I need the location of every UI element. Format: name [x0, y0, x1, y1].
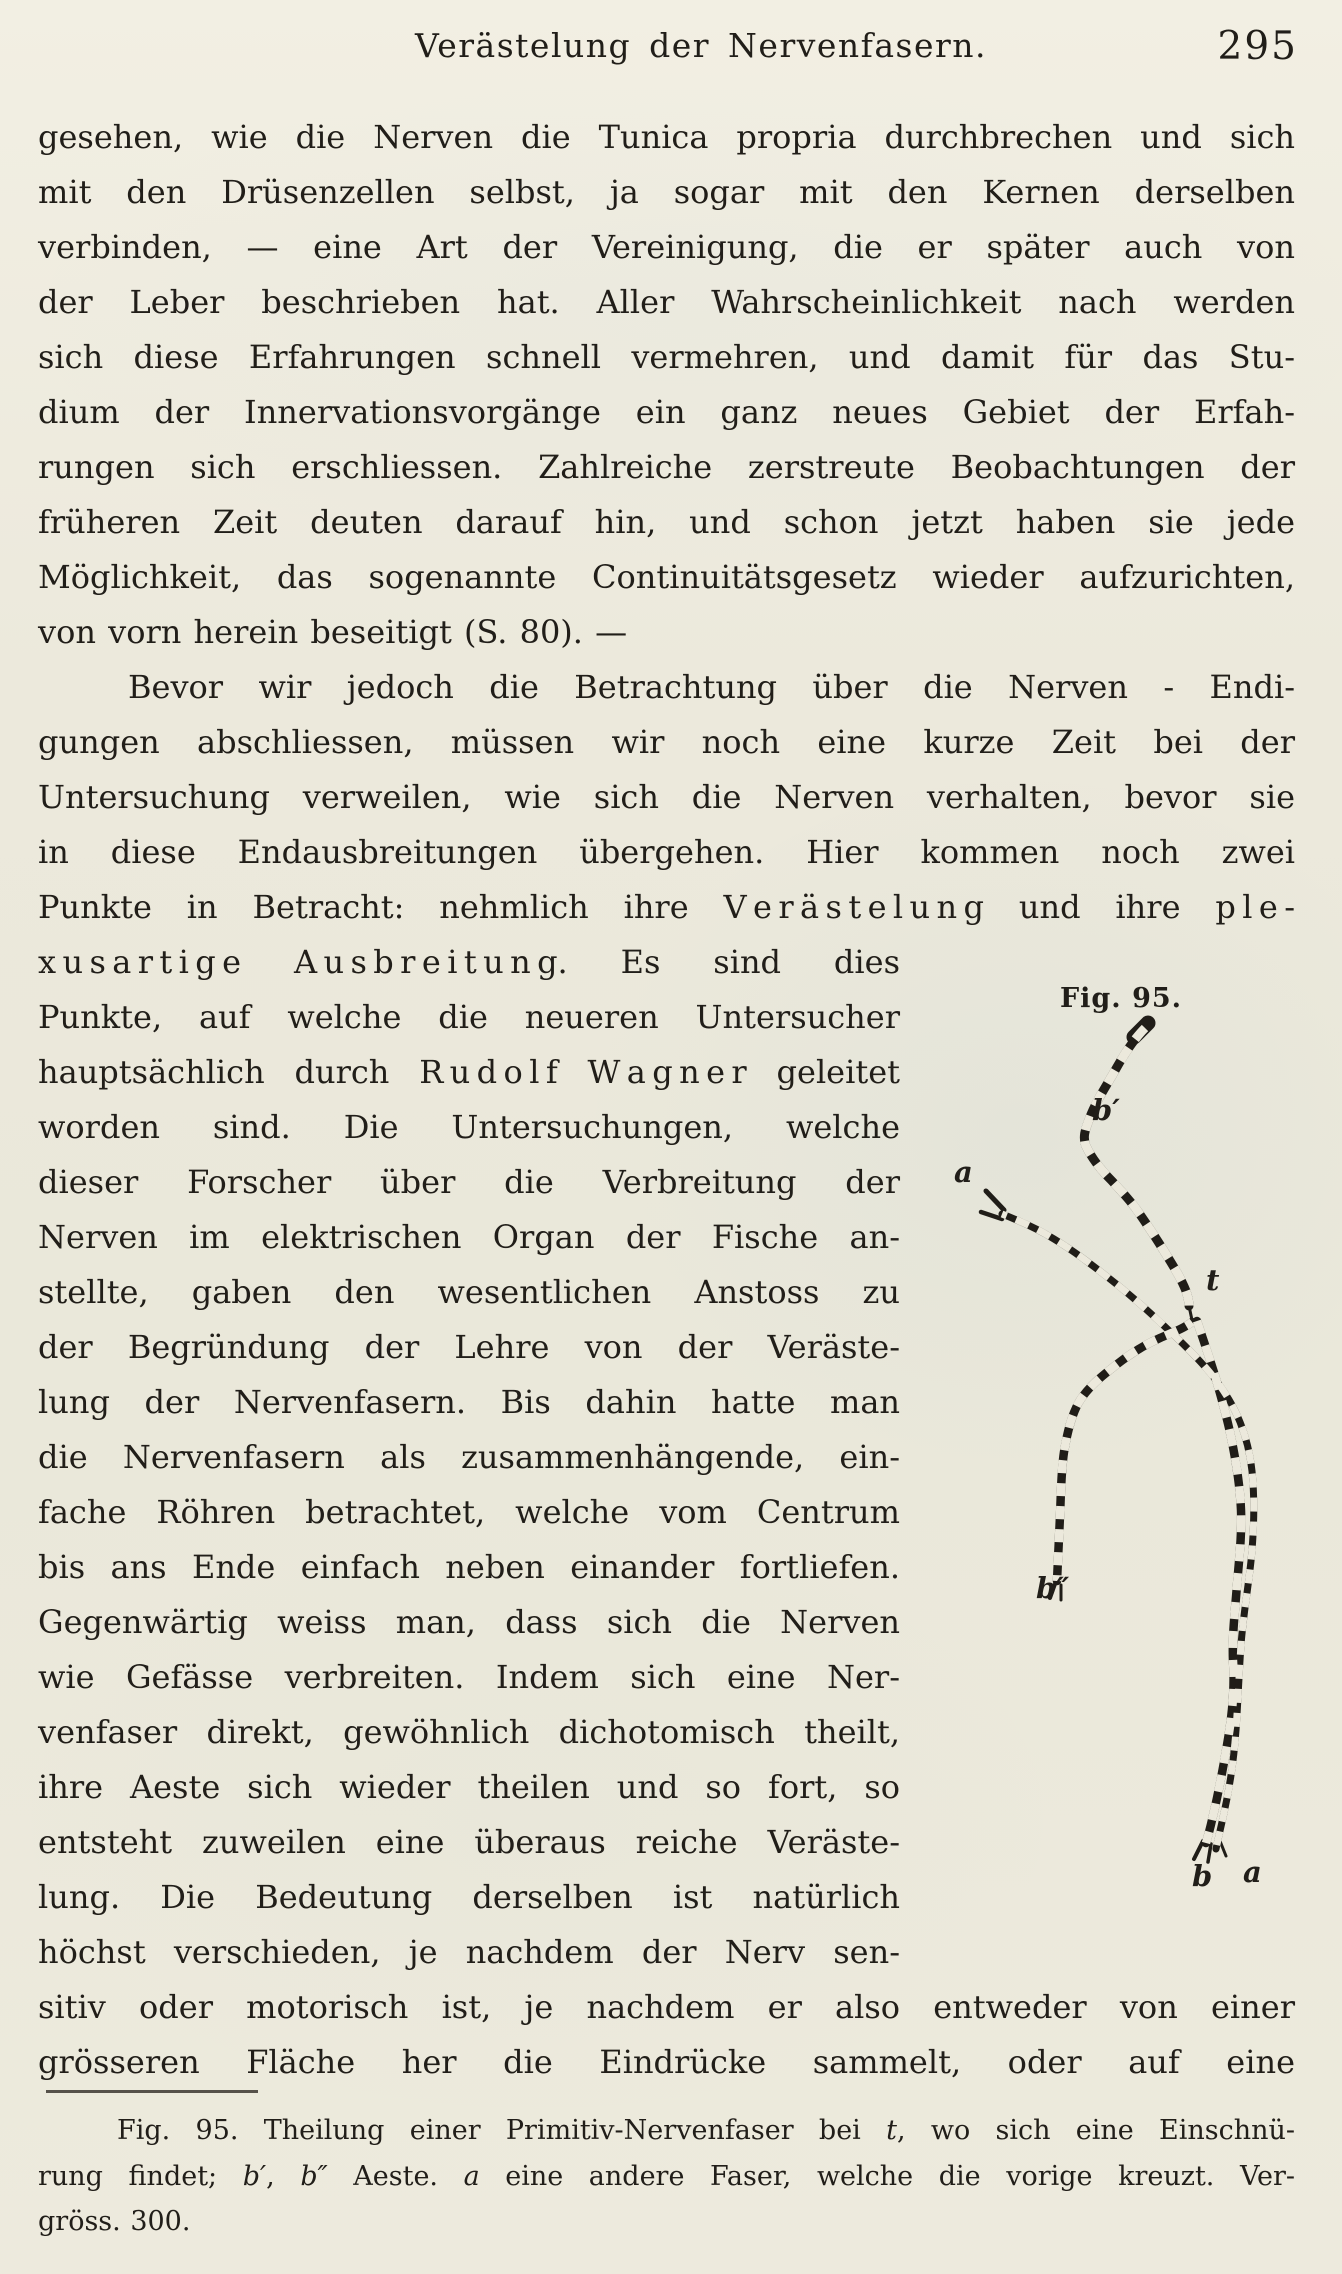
text-line: entsteht zuweilen eine überaus reiche Veräste-	[38, 1823, 900, 1861]
figure-caption	[38, 2108, 1295, 2245]
text-line: dieser Forscher über die Verbreitung der	[38, 1163, 900, 1201]
caption-italic-ref: t	[886, 2115, 897, 2146]
text-line: worden sind. Die Untersuchungen, welche	[38, 1108, 900, 1146]
text-line: stellte, gaben den wesentlichen Anstoss zu	[38, 1273, 900, 1311]
figure-annotation-a: a	[1243, 1855, 1262, 1889]
figure-label: Fig. 95.	[1060, 983, 1183, 1014]
text-line: verbinden, — eine Art der Vereinigung, die er später auch von	[38, 228, 1295, 266]
text-line: fache Röhren betrachtet, welche vom Centrum	[38, 1493, 900, 1531]
text-line: sitiv oder motorisch ist, je nachdem er also entweder von einer	[38, 1988, 1295, 2026]
caption-text: rung findet;	[38, 2160, 243, 2192]
footnote-rule	[46, 2090, 258, 2093]
caption-line	[38, 2199, 1295, 2245]
figure-95	[940, 975, 1342, 1930]
text-line: bis ans Ende einfach neben einander fortliefen.	[38, 1548, 900, 1586]
text-line: lung der Nervenfasern. Bis dahin hatte man	[38, 1383, 900, 1421]
text-line: gesehen, wie die Nerven die Tunica propria durchbrechen und sich	[38, 118, 1295, 156]
fiber-a-fork	[986, 1191, 1004, 1210]
page-number: 295	[1217, 24, 1298, 69]
text-line: Punkte in Betracht: nehmlich ihre V e r ä s t e l u n g und ihre p l e -	[38, 888, 1295, 926]
figure-annotation-b: b′	[1092, 1093, 1120, 1127]
text-line: x u s a r t i g e A u s b r e i t u n g. Es sind dies	[38, 943, 900, 981]
text-line: in diese Endausbreitungen übergehen. Hier kommen noch zwei	[38, 833, 1295, 871]
caption-text: , wo sich eine Einschnü-	[896, 2115, 1296, 2146]
caption-text: Fig. 95. Theilung einer Primitiv-Nervenfaser bei	[117, 2115, 887, 2146]
caption-italic-ref: b″	[300, 2160, 328, 2192]
text-line: lung. Die Bedeutung derselben ist natürlich	[38, 1878, 900, 1916]
running-head	[0, 26, 1342, 76]
text-line: dium der Innervationsvorgänge ein ganz neues Gebiet der Erfah-	[38, 393, 1295, 431]
text-line: die Nervenfasern als zusammenhängende, ein-	[38, 1438, 900, 1476]
text-line: von vorn herein beseitigt (S. 80). —	[38, 613, 628, 651]
branch-b2	[1057, 1322, 1192, 1581]
caption-italic-ref: a	[463, 2160, 480, 2192]
nerve-fiber-illustration	[940, 975, 1342, 1930]
text-line: venfaser direkt, gewöhnlich dichotomisch theilt,	[38, 1713, 900, 1751]
figure-annotation-t: t	[1206, 1263, 1220, 1297]
caption-text: Aeste.	[327, 2160, 464, 2192]
figure-annotation-b: b″	[1036, 1571, 1070, 1605]
running-head-title: Verästelung der Nervenfasern.	[414, 26, 988, 65]
text-line: früheren Zeit deuten darauf hin, und schon jetzt haben sie jede	[38, 503, 1295, 541]
caption-line	[38, 2108, 1295, 2154]
caption-text: gröss. 300.	[38, 2206, 191, 2237]
text-line: rungen sich erschliessen. Zahlreiche zerstreute Beobachtungen der	[38, 448, 1295, 486]
text-line: der Begründung der Lehre von der Veräste-	[38, 1328, 900, 1366]
text-line: grösseren Fläche her die Eindrücke sammelt, oder auf eine	[38, 2043, 1295, 2081]
text-line: mit den Drüsenzellen selbst, ja sogar mit den Kernen derselben	[38, 173, 1295, 211]
text-line: hauptsächlich durch R u d o l f W a g n e r geleitet	[38, 1053, 900, 1091]
text-line: wie Gefässe verbreiten. Indem sich eine Ner-	[38, 1658, 900, 1696]
figure-annotation-a: a	[954, 1155, 973, 1189]
text-line: Punkte, auf welche die neueren Untersucher	[38, 998, 900, 1036]
bundle-fray	[1220, 1841, 1226, 1856]
fiber-a	[1002, 1214, 1254, 1849]
caption-text: eine andere Faser, welche die vorige kreuzt. Ver-	[479, 2160, 1295, 2192]
caption-line	[38, 2154, 1295, 2200]
text-line: sich diese Erfahrungen schnell vermehren, und damit für das Stu-	[38, 338, 1295, 376]
text-line: Untersuchung verweilen, wie sich die Nerven verhalten, bevor sie	[38, 778, 1295, 816]
text-line: der Leber beschrieben hat. Aller Wahrscheinlichkeit nach werden	[38, 283, 1295, 321]
text-line: Bevor wir jedoch die Betrachtung über die Nerven - Endi-	[128, 668, 1295, 706]
text-line: gungen abschliessen, müssen wir noch eine kurze Zeit bei der	[38, 723, 1295, 761]
figure-annotation-b: b	[1192, 1859, 1213, 1893]
text-line: Nerven im elektrischen Organ der Fische an-	[38, 1218, 900, 1256]
text-line: Gegenwärtig weiss man, dass sich die Nerven	[38, 1603, 900, 1641]
caption-italic-ref: b′	[242, 2160, 267, 2192]
text-line: ihre Aeste sich wieder theilen und so fort, so	[38, 1768, 900, 1806]
bundle-fray	[1194, 1841, 1203, 1859]
caption-text: ,	[266, 2160, 301, 2192]
text-line: Möglichkeit, das sogenannte Continuitätsgesetz wieder aufzurichten,	[38, 558, 1295, 596]
text-line: höchst verschieden, je nachdem der Nerv sen-	[38, 1933, 900, 1971]
